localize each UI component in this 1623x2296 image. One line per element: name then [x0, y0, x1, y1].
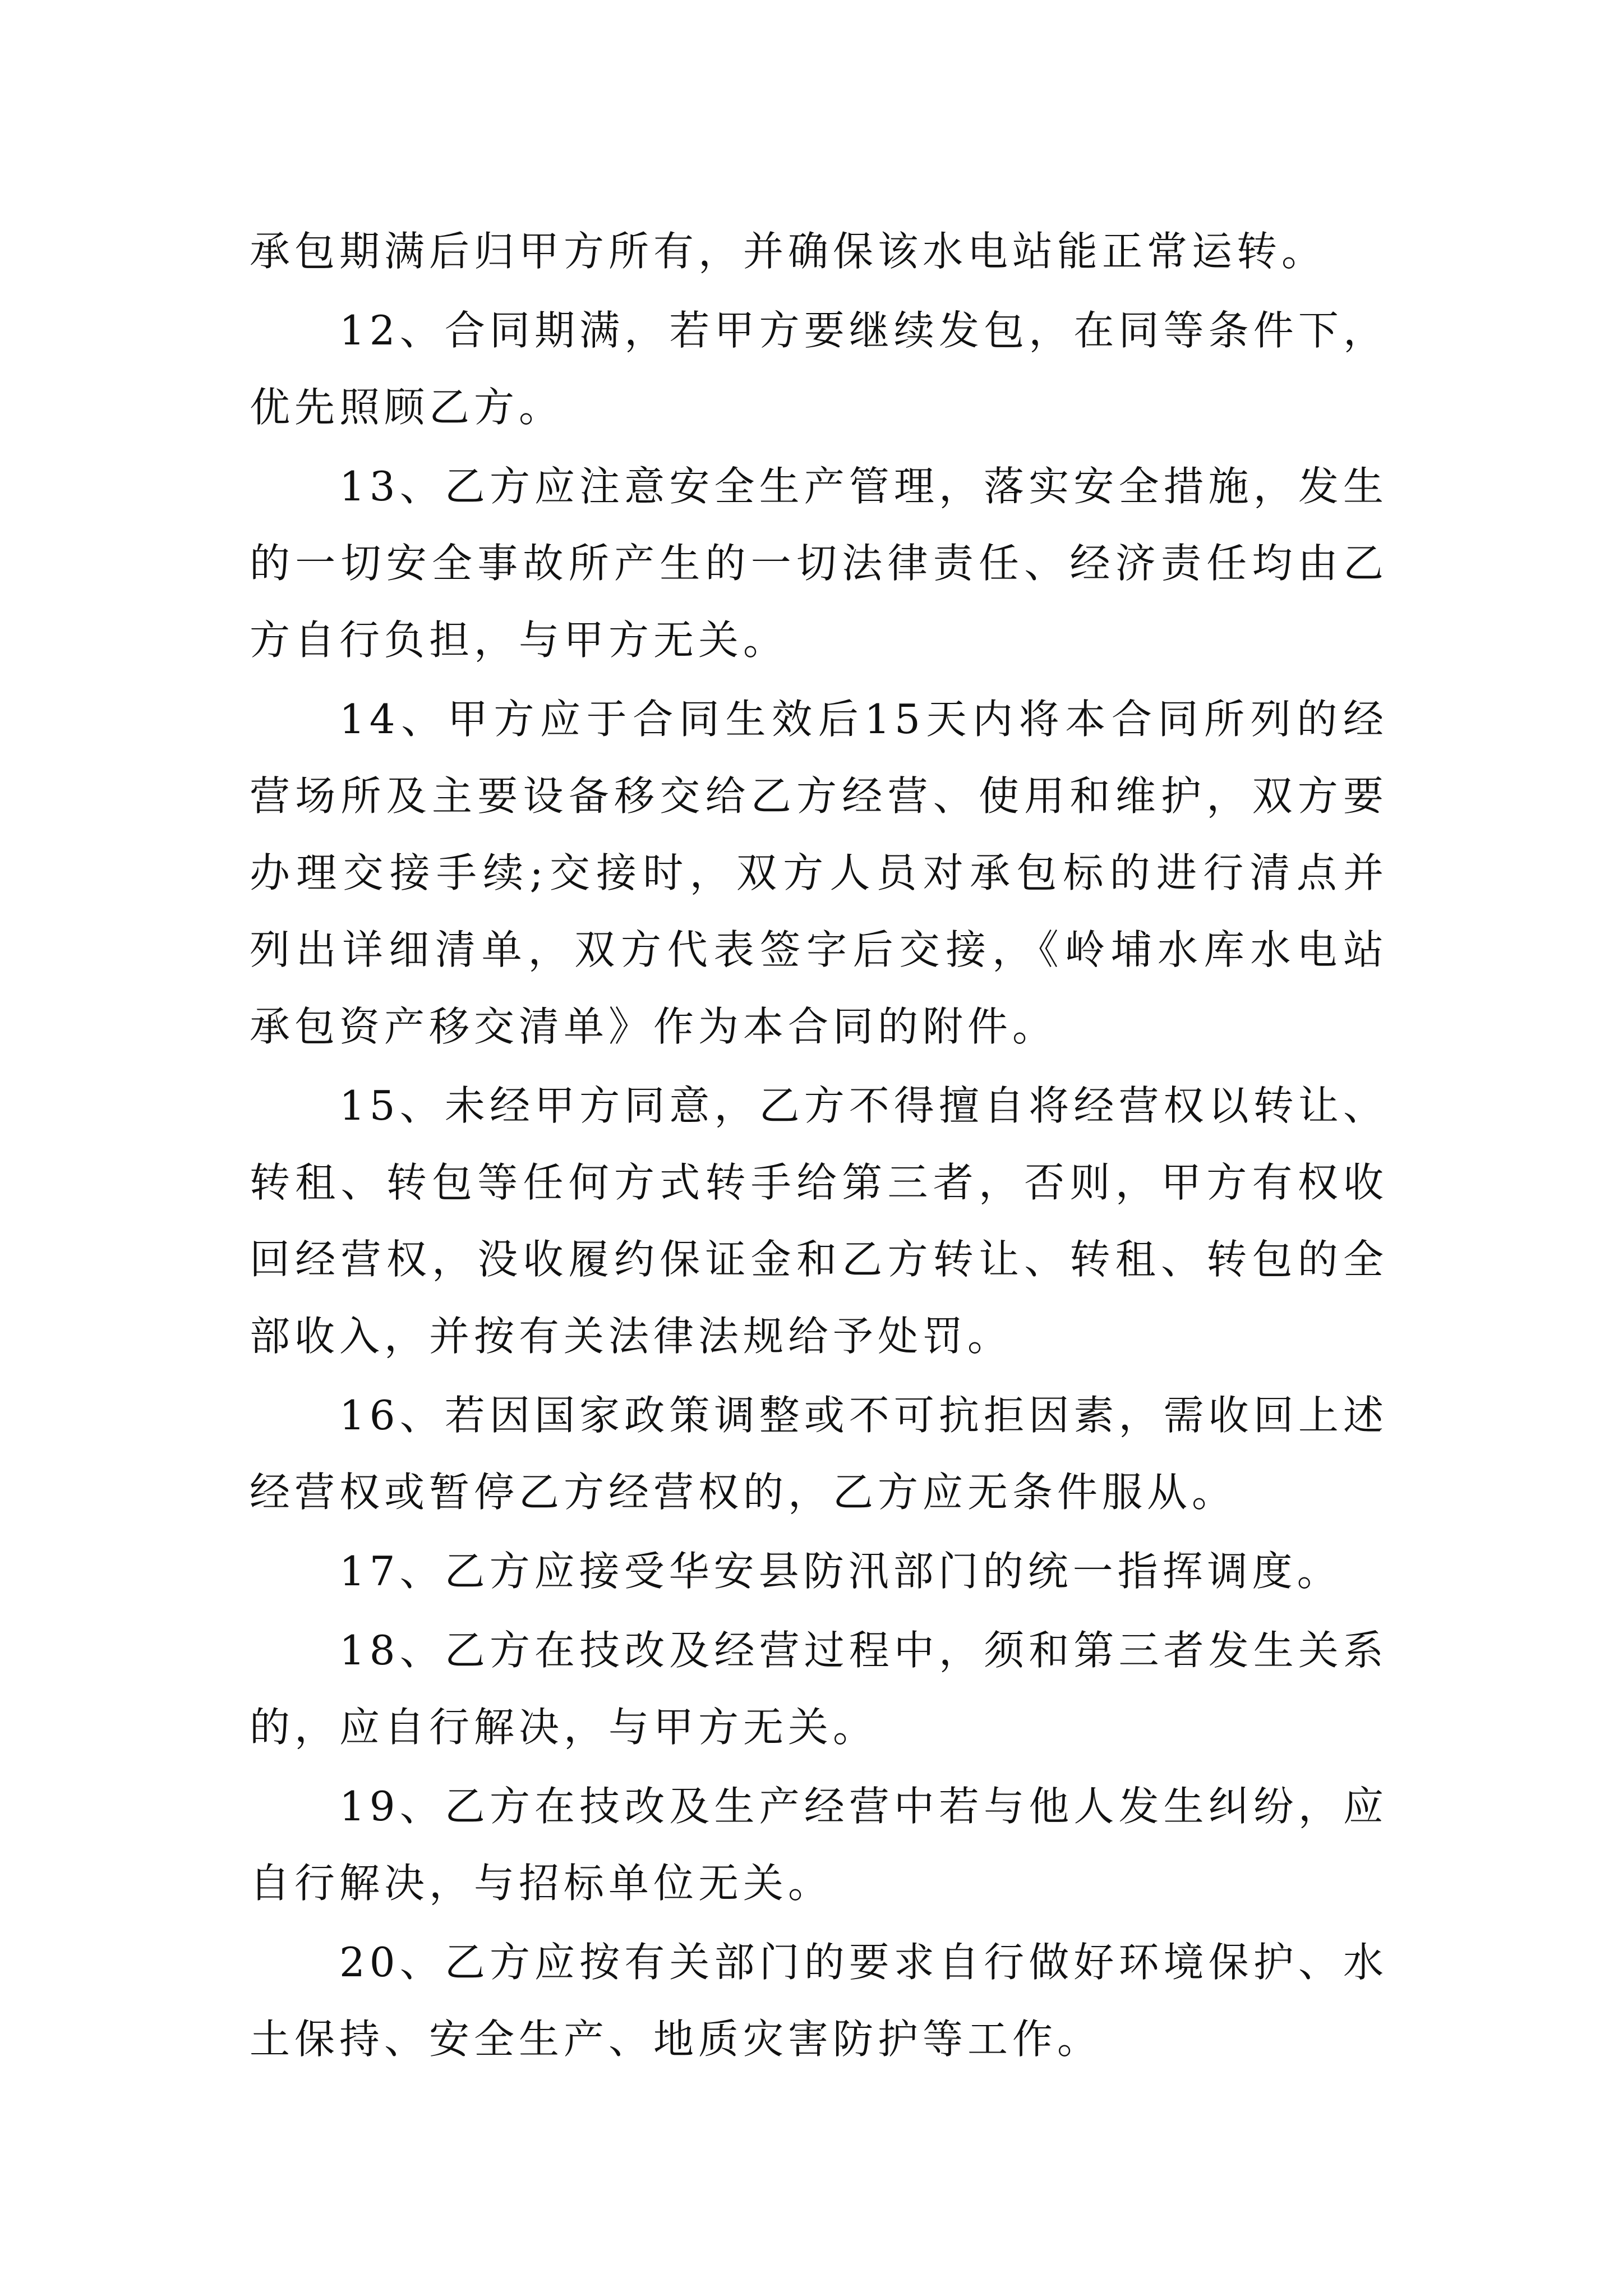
- clause-16: 16、若因国家政策调整或不可抗拒因素，需收回上述经营权或暂停乙方经营权的，乙方应无条件服从。: [250, 1392, 1388, 1516]
- clause-15: 15、未经甲方同意，乙方不得擅自将经营权以转让、转租、转包等任何方式转手给第三者，否则，甲方有权收回经营权，没收履约保证金和乙方转让、转租、转包的全部收入，并按有关法律法规给予处罚。: [250, 1082, 1388, 1360]
- clause-14: 14、甲方应于合同生效后15天内将本合同所列的经营场所及主要设备移交给乙方经营、使用和维护，双方要办理交接手续;交接时，双方人员对承包标的进行清点并列出详细清单，双方代表签字后交接，《岭埔水库水电站承包资产移交清单》作为本合同的附件。: [250, 696, 1388, 1050]
- paragraph-continuation: 承包期满后归甲方所有，并确保该水电站能正常运转。: [250, 228, 1327, 275]
- clause-12: 12、合同期满，若甲方要继续发包，在同等条件下，优先照顾乙方。: [250, 307, 1388, 431]
- document-body: [250, 213, 1388, 2080]
- clause-13: 13、乙方应注意安全生产管理，落实安全措施，发生的一切安全事故所产生的一切法律责任、经济责任均由乙方自行负担，与甲方无关。: [250, 463, 1388, 664]
- clause-20: 20、乙方应按有关部门的要求自行做好环境保护、水土保持、安全生产、地质灾害防护等工作。: [250, 1939, 1388, 2063]
- clause-18: 18、乙方在技改及经营过程中，须和第三者发生关系的，应自行解决，与甲方无关。: [250, 1627, 1388, 1751]
- clause-19: 19、乙方在技改及生产经营中若与他人发生纠纷，应自行解决，与招标单位无关。: [250, 1783, 1388, 1907]
- clause-17: 17、乙方应接受华安县防汛部门的统一指挥调度。: [339, 1548, 1342, 1595]
